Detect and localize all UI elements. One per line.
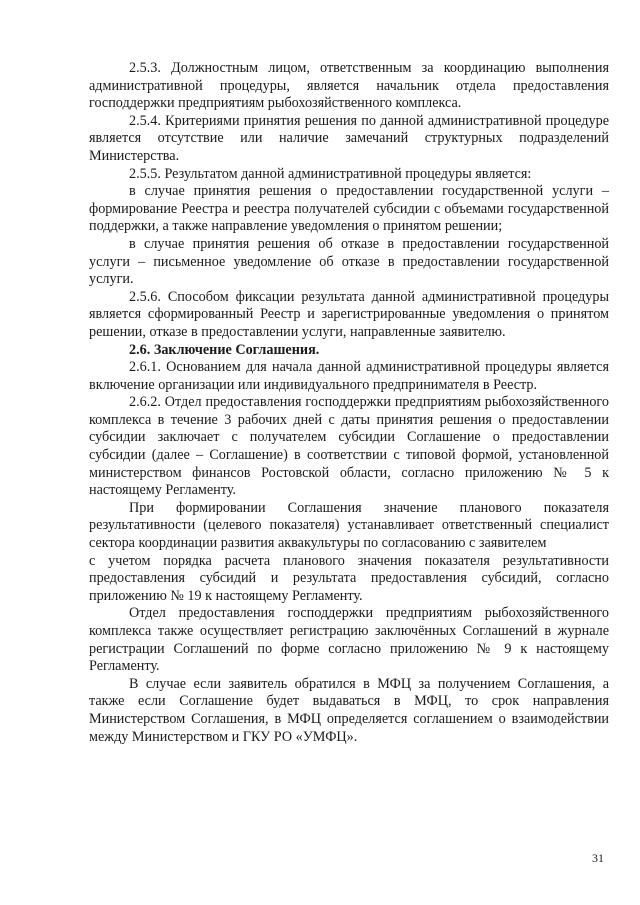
paragraph-case-refused: в случае принятия решения об отказе в предоставлении государственной услуги – письменное уведомление об отказе в предоставлении государственной услуги. [89, 235, 609, 288]
paragraph-indicator-continued: с учетом порядка расчета планового значения показателя результативности предоставления субсидий и результата предоставления субсидий, согласно приложению № 19 к настоящему Регламенту. [89, 552, 609, 604]
paragraph-2-5-4: 2.5.4. Критериями принятия решения по данной административной процедуре является отсутствие или наличие замечаний структурных подразделений Министерства. [89, 112, 609, 164]
paragraph-indicator: При формировании Соглашения значение планового показателя результативности (целевого показателя) устанавливает ответственный специалист сектора координации развития аквакультуры по согласованию с заявителем [89, 499, 609, 552]
paragraph-registration: Отдел предоставления господдержки предприятиям рыбохозяйственного комплекса также осуществляет регистрацию заключённых Соглашений в журнале регистрации Соглашений по форме согласно приложению № 9 к настоящему Регламенту. [89, 605, 609, 675]
paragraph-2-5-3: 2.5.3. Должностным лицом, ответственным за координацию выполнения административной процедуры, является начальник отдела предоставления господдержки предприятиям рыбохозяйственного комплекса. [89, 60, 609, 112]
paragraph-2-5-5: 2.5.5. Результатом данной административной процедуры является: [129, 165, 532, 182]
document-body [89, 60, 609, 746]
section-heading-2-6: 2.6. Заключение Соглашения. [129, 341, 320, 358]
paragraph-2-6-2: 2.6.2. Отдел предоставления господдержки предприятиям рыбохозяйственного комплекса в течение 3 рабочих дней с даты принятия решения о предоставлении субсидии заключает с получателем субсидии Соглашение о предоставлении субсидии (далее – Соглашение) в соответствии с типовой формой, установленной министерством финансов Ростовской области, согласно приложению № 5 к настоящему Регламенту. [89, 394, 609, 499]
page-number: 31 [592, 851, 604, 865]
paragraph-2-5-6: 2.5.6. Способом фиксации результата данной административной процедуры является сформированный Реестр и зарегистрированные уведомления о принятом решении, отказе в предоставлении услуги, направленные заявителю. [89, 288, 609, 340]
paragraph-case-granted: в случае принятия решения о предоставлении государственной услуги – формирование Реестра и реестра получателей субсидии с объемами государственной поддержки, а также направление уведомления о принятом решении; [89, 183, 609, 235]
paragraph-mfc: В случае если заявитель обратился в МФЦ за получением Соглашения, а также если Соглашение будет выдаваться в МФЦ, то срок направления Министерством Соглашения, в МФЦ определяется соглашением о взаимодействии между Министерством и ГКУ РО «УМФЦ». [89, 675, 609, 745]
paragraph-2-6-1: 2.6.1. Основанием для начала данной административной процедуры является включение организации или индивидуального предпринимателя в Реестр. [89, 359, 609, 393]
